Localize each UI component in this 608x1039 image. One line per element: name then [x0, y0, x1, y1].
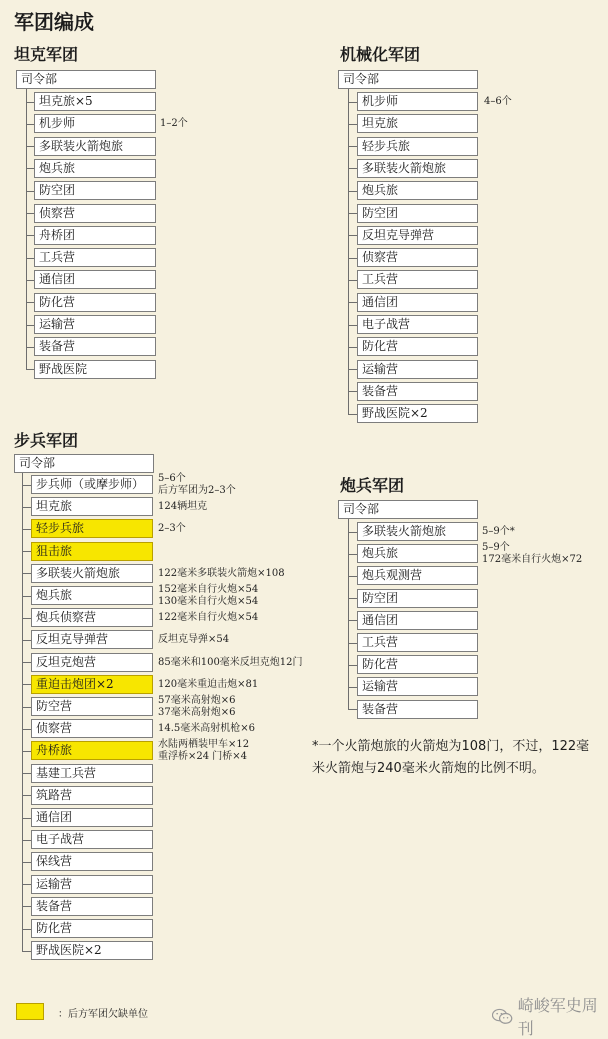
tank-unit-box: 装备营 — [34, 337, 156, 356]
artillery-unit-box: 多联装火箭炮旅 — [357, 522, 478, 541]
wechat-icon — [492, 1008, 513, 1025]
mech-unit-box: 装备营 — [357, 382, 478, 401]
infantry-unit-note: 后方军团为2–3个 — [158, 485, 236, 496]
artillery-branch-line — [348, 643, 357, 644]
infantry-unit-note: 14.5毫米高射机枪×6 — [158, 723, 256, 735]
infantry-unit-box: 防空营 — [31, 697, 153, 716]
artillery-unit-note: 172毫米自行火炮×72 — [482, 554, 583, 566]
infantry-branch-line — [22, 507, 31, 508]
infantry-unit-note: 37毫米高射炮×6 — [158, 707, 236, 718]
infantry-unit-box: 狙击旅 — [31, 542, 153, 561]
artillery-branch-line — [348, 709, 357, 710]
mech-unit-note: 4–6个 — [484, 96, 512, 107]
legend-text: ：后方军团欠缺单位 — [58, 1009, 148, 1020]
infantry-unit-note: 124辆坦克 — [158, 501, 208, 513]
mech-branch-line — [348, 168, 357, 169]
infantry-unit-note: 152毫米自行火炮×54 — [158, 584, 259, 595]
infantry-unit-box: 炮兵侦察营 — [31, 608, 153, 627]
tank-branch-line — [26, 325, 34, 326]
infantry-unit-box: 轻步兵旅 — [31, 519, 153, 538]
artillery-unit-box: 炮兵旅 — [357, 544, 478, 563]
tank-unit-box: 防空团 — [34, 181, 156, 200]
infantry-branch-line — [22, 640, 31, 641]
tank-branch-line — [26, 347, 34, 348]
watermark-text: 崎峻军史周刊 — [517, 996, 598, 1038]
infantry-branch-line — [22, 573, 31, 574]
infantry-branch-line — [22, 818, 31, 819]
mech-tree-trunk — [348, 89, 349, 414]
infantry-unit-box: 通信团 — [31, 808, 153, 827]
mech-branch-line — [348, 302, 357, 303]
mech-unit-box: 防空团 — [357, 204, 478, 223]
mech-unit-box: 机步师 — [357, 92, 478, 111]
infantry-branch-line — [22, 773, 31, 774]
infantry-unit-box: 多联装火箭炮旅 — [31, 564, 153, 583]
tank-hq-box: 司令部 — [16, 70, 156, 89]
infantry-unit-box: 筑路营 — [31, 786, 153, 805]
infantry-branch-line — [22, 884, 31, 885]
tank-branch-line — [26, 258, 34, 259]
infantry-branch-line — [22, 551, 31, 552]
mech-branch-line — [348, 124, 357, 125]
infantry-unit-note: 120毫米重迫击炮×81 — [158, 678, 259, 690]
tank-branch-line — [26, 213, 34, 214]
artillery-unit-note: 5–9个* — [482, 526, 515, 537]
infantry-unit-box: 坦克旅 — [31, 497, 153, 516]
infantry-branch-line — [22, 684, 31, 685]
artillery-hq-box: 司令部 — [338, 500, 478, 519]
tank-branch-line — [26, 168, 34, 169]
artillery-branch-line — [348, 554, 357, 555]
infantry-unit-note: 130毫米自行火炮×54 — [158, 596, 259, 607]
artillery-unit-box: 工兵营 — [357, 633, 478, 652]
mech-unit-box: 通信团 — [357, 293, 478, 312]
infantry-branch-line — [22, 751, 31, 752]
infantry-unit-note: 122毫米多联装火箭炮×108 — [158, 567, 285, 579]
artillery-unit-box: 防化营 — [357, 655, 478, 674]
tank-branch-line — [26, 235, 34, 236]
infantry-unit-box: 基建工兵营 — [31, 764, 153, 783]
mech-branch-line — [348, 258, 357, 259]
infantry-unit-note: 57毫米高射炮×6 — [158, 695, 236, 706]
artillery-unit-box: 装备营 — [357, 700, 478, 719]
tank-unit-box: 多联装火箭炮旅 — [34, 137, 156, 156]
tank-branch-line — [26, 280, 34, 281]
infantry-unit-note: 2–3个 — [158, 523, 186, 535]
mech-branch-line — [348, 369, 357, 370]
artillery-branch-line — [348, 598, 357, 599]
infantry-branch-line — [22, 729, 31, 730]
infantry-army-title: 步兵军团 — [14, 431, 79, 450]
artillery-unit-box: 运输营 — [357, 677, 478, 696]
infantry-branch-line — [22, 485, 31, 486]
infantry-unit-box: 电子战营 — [31, 830, 153, 849]
tank-unit-box: 侦察营 — [34, 204, 156, 223]
mech-unit-box: 坦克旅 — [357, 114, 478, 133]
mech-army-title: 机械化军团 — [340, 45, 421, 64]
legend-swatch — [16, 1003, 44, 1020]
tank-unit-box: 炮兵旅 — [34, 159, 156, 178]
mech-unit-box: 工兵营 — [357, 270, 478, 289]
tank-unit-box: 野战医院 — [34, 360, 156, 379]
artillery-unit-box: 炮兵观测营 — [357, 566, 478, 585]
infantry-unit-box: 装备营 — [31, 897, 153, 916]
tank-branch-line — [26, 191, 34, 192]
mech-branch-line — [348, 213, 357, 214]
mech-branch-line — [348, 280, 357, 281]
artillery-unit-box: 通信团 — [357, 611, 478, 630]
tank-unit-note: 1–2个 — [160, 118, 188, 130]
tank-unit-box: 通信团 — [34, 270, 156, 289]
artillery-branch-line — [348, 687, 357, 688]
infantry-unit-note: 水陆两栖装甲车×12 — [158, 739, 250, 751]
mech-unit-box: 炮兵旅 — [357, 181, 478, 200]
infantry-unit-box: 运输营 — [31, 875, 153, 894]
tank-branch-line — [26, 302, 34, 303]
tank-unit-box: 机步师 — [34, 114, 156, 133]
infantry-branch-line — [22, 862, 31, 863]
mech-unit-box: 野战医院×2 — [357, 404, 478, 423]
infantry-tree-trunk — [22, 473, 23, 951]
infantry-unit-note: 重浮桥×24 门桥×4 — [158, 751, 248, 763]
infantry-unit-box: 舟桥旅 — [31, 741, 153, 760]
mech-unit-box: 运输营 — [357, 360, 478, 379]
infantry-unit-box: 反坦克导弹营 — [31, 630, 153, 649]
infantry-unit-box: 保线营 — [31, 852, 153, 871]
mech-branch-line — [348, 347, 357, 348]
infantry-branch-line — [22, 795, 31, 796]
tank-unit-box: 坦克旅×5 — [34, 92, 156, 111]
tank-unit-box: 运输营 — [34, 315, 156, 334]
infantry-unit-box: 炮兵旅 — [31, 586, 153, 605]
tank-branch-line — [26, 102, 34, 103]
mech-unit-box: 电子战营 — [357, 315, 478, 334]
mech-hq-box: 司令部 — [338, 70, 478, 89]
infantry-unit-box: 侦察营 — [31, 719, 153, 738]
infantry-branch-line — [22, 707, 31, 708]
infantry-unit-note: 85毫米和100毫米反坦克炮12门 — [158, 656, 303, 668]
artillery-unit-note: 5–9个 — [482, 542, 510, 554]
infantry-unit-box: 野战医院×2 — [31, 941, 153, 960]
artillery-unit-box: 防空团 — [357, 589, 478, 608]
footnote: *一个火箭炮旅的火箭炮为108门，不过，122毫米火箭炮与240毫米火箭炮的比例不明。 — [312, 739, 590, 776]
infantry-branch-line — [22, 929, 31, 930]
infantry-branch-line — [22, 529, 31, 530]
tank-unit-box: 舟桥团 — [34, 226, 156, 245]
infantry-branch-line — [22, 951, 31, 952]
infantry-unit-note: 122毫米自行火炮×54 — [158, 612, 259, 624]
mech-unit-box: 侦察营 — [357, 248, 478, 267]
infantry-unit-box: 反坦克炮营 — [31, 653, 153, 672]
mech-branch-line — [348, 414, 357, 415]
infantry-branch-line — [22, 906, 31, 907]
infantry-hq-box: 司令部 — [14, 454, 154, 473]
watermark — [492, 993, 608, 1039]
infantry-branch-line — [22, 840, 31, 841]
mech-unit-box: 反坦克导弹营 — [357, 226, 478, 245]
infantry-unit-box: 步兵师（或摩步师） — [31, 475, 153, 494]
mech-branch-line — [348, 391, 357, 392]
tank-unit-box: 工兵营 — [34, 248, 156, 267]
mech-branch-line — [348, 102, 357, 103]
artillery-army-title: 炮兵军团 — [340, 476, 405, 495]
tank-branch-line — [26, 124, 34, 125]
mech-unit-box: 防化营 — [357, 337, 478, 356]
infantry-branch-line — [22, 596, 31, 597]
tank-tree-trunk — [26, 89, 27, 369]
tank-branch-line — [26, 146, 34, 147]
infantry-branch-line — [22, 662, 31, 663]
artillery-branch-line — [348, 576, 357, 577]
infantry-branch-line — [22, 618, 31, 619]
tank-unit-box: 防化营 — [34, 293, 156, 312]
mech-branch-line — [348, 191, 357, 192]
artillery-branch-line — [348, 532, 357, 533]
infantry-unit-box: 重迫击炮团×2 — [31, 675, 153, 694]
artillery-branch-line — [348, 620, 357, 621]
mech-unit-box: 轻步兵旅 — [357, 137, 478, 156]
mech-branch-line — [348, 146, 357, 147]
mech-branch-line — [348, 325, 357, 326]
mech-unit-box: 多联装火箭炮旅 — [357, 159, 478, 178]
tank-branch-line — [26, 369, 34, 370]
tank-army-title: 坦克军团 — [14, 45, 79, 64]
infantry-unit-note: 反坦克导弹×54 — [158, 634, 230, 646]
infantry-unit-note: 5–6个 — [158, 473, 186, 484]
artillery-tree-trunk — [348, 519, 349, 709]
infantry-unit-box: 防化营 — [31, 919, 153, 938]
page-title: 军团编成 — [14, 10, 94, 34]
artillery-branch-line — [348, 665, 357, 666]
mech-branch-line — [348, 235, 357, 236]
